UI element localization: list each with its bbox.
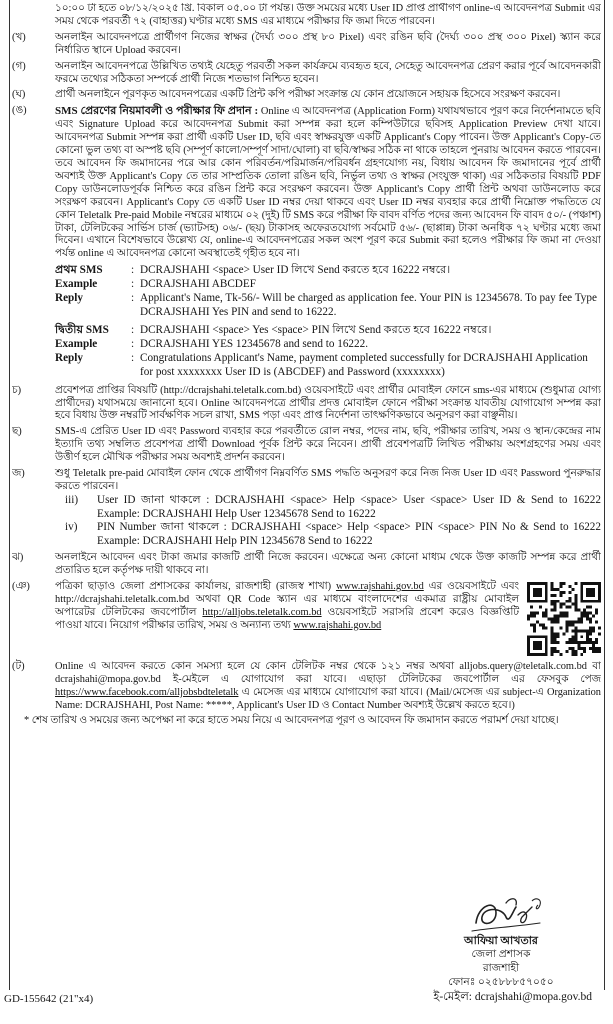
- recovery-option-label: iii): [65, 493, 79, 506]
- clause-label: ছ): [12, 426, 22, 438]
- clause-text: SMS-এ প্রেরিত User ID এবং Password ব্যবহার করে পরবর্তীতে রোল নম্বর, পদের নাম, ছবি, পরীক্ষার তারিখ, সময় ও স্থান/কেন্দ্রের নাম ইত্যাদি তথ্য সম্বলিত প্রবেশপত্র প্রার্থী Download পূর্বক প্রিন্ট করে নিবেন। প্রার্থী প্রবেশপত্রটি লিখিত পরীক্ষায় অংশগ্রহণের সময় এবং উত্তীর্ণ হলে মৌখিক পরীক্ষার সময় অবশ্যই প্রদর্শন করবেন।: [55, 426, 601, 464]
- handwritten-signature: [466, 893, 548, 937]
- recovery-option-label: iv): [65, 521, 78, 534]
- clause-label: জ): [12, 468, 25, 480]
- recovery-option-text: User ID জানা থাকলে : DCRAJSHAHI <space> Help <space> User <space> User ID & Send to 16222 Example: DCRAJSHAHI Help User 12345678 Send to 16222: [97, 493, 601, 520]
- clause-text-part: এ মেসেজ এর মাধ্যমে যোগাযোগ করা যাবে। (Mail/মেসেজ এর subject-এ Organization Name: DCRAJSHAHI, Post Name: *****, Applicant's User ID ও Contact Number অবশ্যই উল্লেখ করতে হবে।): [55, 686, 601, 711]
- clause-ga: [12, 61, 601, 87]
- alljobs-website-link: http://alljobs.teletalk.com.bd: [202, 606, 322, 618]
- sms-colon: :: [131, 352, 135, 364]
- signatory-designation: জেলা প্রশাসক: [471, 949, 531, 960]
- clause-label: (ঙ): [12, 105, 27, 117]
- footnote: * শেষ তারিখ ও সময়ের জন্য অপেক্ষা না করে হাতে সময় নিয়ে এ আবেদনপত্র পূরণ ও আবেদন ফি জমাদান করতে পরামর্শ দেয়া যাচ্ছে।: [24, 715, 559, 727]
- intro-paragraph: ১০:০০ টা হতে ০৮/১২/২০২৫ খ্রি. বিকাল ০৫.০০ টা পর্যন্ত। উক্ত সময়ের মধ্যে User ID প্রাপ্ত প্রার্থীগণ online-এ আবেদনপত্র Submit এর সময় থেকে পরবর্তী ৭২ (বাহাত্তর) ঘণ্টার মধ্যে SMS এর মাধ্যমে পরীক্ষার ফি জমা দিতে পারবেন।: [55, 3, 601, 27]
- sms-example-label: Example: [55, 338, 98, 351]
- gd-code: GD-155642 (21"x4): [4, 993, 94, 1005]
- clause-text: [55, 105, 601, 261]
- sms-example-label: Example: [55, 278, 98, 291]
- sms-colon: :: [131, 338, 135, 351]
- clause-text: প্রার্থী অনলাইনে পূরণকৃত আবেদনপত্রের একটি প্রিন্ট কপি পরীক্ষা সংক্রান্ত যে কোন প্রয়োজনে সহায়ক হিসেবে সংরক্ষণ করবেন।: [55, 89, 561, 101]
- sms-rules-text: Online এ আবেদনপত্র (Application Form) যথাযথভাবে পূরণ করে নির্দেশনামতে ছবি এবং Signature Upload করে আবেদনপত্র Submit করা সম্পন্ন করা হলে কম্পিউটারে ছবিসহ Application Preview দেখা যাবে। আবেদনপত্র Submit সম্পন্ন করা প্রার্থী একটি User ID, ছবি এবং স্বাক্ষরযুক্ত একটি Applicant's Copy পাবেন। উক্ত Applicant's Copy-তে কোনো ভুল তথ্য বা অস্পষ্ট ছবি (সম্পূর্ণ কালো/সম্পূর্ণ সাদা/ঘোলা) বা ছবি/স্বাক্ষর সঠিক না থাকে তাহলে পুনরায় আবেদন করতে পারবেন। তবে আবেদন ফি জমাদানের পরে আর কোন পরিবর্তন/পরিমার্জন/পরিবর্ধন গ্রহণযোগ্য নয়, বিধায় আবেদন ফি জমাদানের পূর্বে প্রার্থী অবশ্যই উক্ত Applicant's Copy তে তার সাম্প্রতিক তোলা রঙিন ছবি, নির্ভুল তথ্য ও স্বাক্ষর (সংযুক্ত থাকা) এর সঠিকতার বিষয়টি PDF Copy ডাউনলোডপূর্বক নিশ্চিত করে রঙিন প্রিন্ট করে সংরক্ষণ করবেন। উক্ত Applicant's Copy প্রার্থী প্রিন্ট অথবা ডাউনলোড করে সংরক্ষণ করবেন। Applicant's Copy তে একটি User ID নম্বর দেয়া থাকবে এবং User ID নম্বর ব্যবহার করে প্রার্থী নিম্নোক্ত পদ্ধতিতে যে কোন Teletalk Pre-paid Mobile নম্বরের মাধ্যমে ০২ (দুই) টি SMS করে পরীক্ষা ফি বাবদ বর্ণিত পদের জন্য আবেদন ফি বাবদ ৫০/- (পঞ্চাশ) টাকা, টেলিটকের সার্ভিস চার্জ (ভ্যাটসহ) ০৬/- (ছয়) টাকাসহ অফেরতযোগ্য সর্বমোট ৫৬/- (ছাপ্পান্ন) টাকা অনধিক ৭২ ঘণ্টার মধ্যে জমা দিবেন। এখানে বিশেষভাবে উল্লেখ্য যে, online-এ আবেদনপত্রের সকল অংশ পূরণ করে Submit করা হলেও পরীক্ষার ফি জমা না দেওয়া পর্যন্ত online এ আবেদনপত্র কোনো অবস্থাতেই গৃহীত হবে না।: [55, 106, 601, 260]
- clause-tta: [12, 661, 601, 713]
- recovery-option-text: PIN Number জানা থাকলে : DCRAJSHAHI <space> Help <space> PIN <space> PIN No & Send to 16222 Example: DCRAJSHAHI Help PIN 12345678 Send to 16222: [97, 521, 601, 548]
- clause-text: প্রবেশপত্র প্রাপ্তির বিষয়টি (http://dcrajshahi.teletalk.com.bd) ওয়েবসাইটে এবং প্রার্থীর মোবাইল ফোনে sms-এর মাধ্যমে (শুধুমাত্র যোগ্য প্রার্থীদের) যথাসময়ে জানানো হবে। Online আবেদনপত্রে প্রার্থীর প্রদত্ত মোবাইল ফোনে পরীক্ষা সংক্রান্ত যাবতীয় যোগাযোগ সম্পন্ন করা হবে বিধায় উক্ত নম্বরটি সার্বক্ষণিক সচল রাখা, SMS পড়া এবং প্রাপ্ত নির্দেশনা তাৎক্ষণিকভাবে অনুসরণ করা বাঞ্ছনীয়।: [55, 384, 601, 422]
- signatory-name: আফিয়া আখতার: [464, 935, 538, 947]
- recovery-option: [65, 521, 601, 549]
- signatory-email: ই-মেইল: dcrajshahi@mopa.gov.bd: [433, 991, 592, 1003]
- frame-right-rule: [604, 0, 605, 990]
- clause-text: [55, 661, 601, 713]
- qr-code-icon: [527, 582, 601, 656]
- rajshahi-website-link: www.rajshahi.gov.bd: [335, 580, 424, 592]
- sms-colon: :: [131, 324, 135, 337]
- clause-label: (ঞ): [12, 580, 30, 592]
- signature-stroke: [506, 899, 532, 923]
- clause-label: (ট): [12, 660, 25, 672]
- sms-colon: :: [131, 278, 135, 291]
- clause-text: [55, 581, 601, 658]
- clause-text: অনলাইনে আবেদন এবং টাকা জমার কাজটি প্রার্থী নিজে করবেন। এক্ষেত্রে অন্য কোনো মাধ্যম থেকে উক্ত কাজটি সম্পন্ন করে প্রার্থী প্রতারিত হলে কর্তৃপক্ষ দায়ী থাকবে না।: [55, 552, 601, 576]
- signature-stroke: [476, 905, 516, 923]
- signature-stroke: [532, 899, 540, 909]
- clause-chha: [12, 426, 601, 465]
- clause-label: (খ): [12, 31, 26, 43]
- clause-gha: [12, 89, 601, 102]
- clause-text-part: ওয়েবসাইটে সরাসরি প্রবেশ করেও বিজ্ঞপ্তিটি পাওয়া যাবে। নিয়োগ পরীক্ষার তারিখ, সময় ও অন্যান্য তথ্য: [55, 606, 519, 631]
- clause-uma: [12, 105, 601, 261]
- sms-row-label: প্রথম SMS: [55, 264, 103, 277]
- frame-left-rule: [9, 0, 10, 990]
- second-sms-table: [55, 324, 601, 379]
- signatory-block: [400, 934, 602, 990]
- qr-code-graphic: [527, 582, 601, 656]
- clause-label: চ): [12, 384, 22, 396]
- clause-ja: [12, 468, 601, 549]
- clause-text-part: পত্রিকা ছাড়াও জেলা প্রশাসকের কার্যালয়, রাজশাহী (রাজস্ব শাখা): [55, 580, 332, 592]
- clause-text-part: এর ওয়েবসাইটে এবং http://dcrajshahi.teletalk.com.bd অথবা QR Code স্ক্যান এর মাধ্যমে বাংলাদেশের একমাত্র রাষ্ট্রীয় মোবাইল অপারেটর টেলিটকের জবপোর্টাল: [55, 580, 519, 618]
- sms-reply-label: Reply: [55, 291, 83, 304]
- recovery-option: [65, 494, 601, 522]
- sms-row-value: DCRAJSHAHI <space> User ID লিখে Send করতে হবে 16222 নম্বরে।: [140, 264, 451, 277]
- clause-label: (গ): [12, 60, 26, 72]
- sms-colon: :: [131, 291, 135, 304]
- signature-underline: [472, 923, 540, 931]
- sms-colon: :: [131, 264, 135, 277]
- sms-example-value: DCRAJSHAHI ABCDEF: [140, 278, 256, 291]
- clause-text-part: Online এ আবেদন করতে কোন সমস্যা হলে যে কোন টেলিটক নম্বর থেকে ১২১ নম্বর অথবা alljobs.query@teletalk.com.bd বা dcrajshahi@mopa.gov.bd ই-মেইলে এ যোগাযোগ করা যাবে। এছাড়া টেলিটকের জবপোর্টাল এর ফেসবুক পেজ: [55, 660, 601, 685]
- rajshahi-website-link: www.rajshahi.gov.bd: [293, 619, 382, 631]
- notice-body: [12, 3, 601, 731]
- clause-text: অনলাইন আবেদনপত্রে উল্লিখিত তথ্যই যেহেতু পরবর্তী সকল কার্যক্রমে ব্যবহৃত হবে, সেহেতু আবেদনপত্র প্রেরণ করার পূর্বে আবেদনকারী ফরমে তথ্যের সঠিকতা সম্পর্কে প্রার্থী নিজে শতভাগ নিশ্চিত হবেন।: [55, 60, 601, 85]
- clause-kha: [12, 32, 601, 58]
- sms-reply-label: Reply: [55, 352, 83, 364]
- sms-reply-value: Congratulations Applicant's Name, payment completed successfully for DCRAJSHAHI Application for post xxxxxxxx User ID is (ABCDEF) and Password (xxxxxxxx): [140, 352, 588, 378]
- clause-text: অনলাইন আবেদনপত্রে প্রার্থীগণ নিজের স্বাক্ষর (দৈর্ঘ্য ৩০০ প্রস্থ ৮০ Pixel) এবং রঙিন ছবি (দৈর্ঘ্য ৩০০ প্রস্থ ৩০০ Pixel) স্ক্যান করে নির্ধারিত স্থানে Upload করবেন।: [55, 31, 601, 56]
- sms-example-value: DCRAJSHAHI YES 12345678 and send to 16222.: [140, 338, 368, 351]
- first-sms-table: [55, 264, 601, 319]
- facebook-page-link: https://www.facebook.com/alljobsbdteletalk: [55, 686, 239, 698]
- clause-nya: [12, 581, 601, 658]
- sms-rules-heading: SMS প্রেরণের নিয়মাবলী ও পরীক্ষার ফি প্রদান :: [55, 105, 259, 118]
- password-recovery-text: শুধু Teletalk pre-paid মোবাইল ফোন থেকে প্রার্থীগণ নিম্নবর্ণিত SMS পদ্ধতি অনুসরণ করে নিজ নিজ User ID এবং Password পুনরুদ্ধার করতে পারবেন।: [55, 468, 601, 492]
- signatory-district: রাজশাহী: [482, 963, 520, 974]
- signatory-phone: ফোনঃ ০২৫৮৮৮৫৭০৫০: [448, 977, 554, 988]
- clause-label: (ঘ): [12, 89, 26, 101]
- clause-cha: [12, 385, 601, 424]
- clause-text: [55, 468, 601, 549]
- clause-jha: [12, 552, 601, 578]
- clause-label: ঝ): [12, 552, 24, 564]
- sms-row-label: দ্বিতীয় SMS: [55, 324, 109, 337]
- sms-reply-value: Applicant's Name, Tk-56/- Will be charged as application fee. Your PIN is 12345678. To pay fee Type DCRAJSHAHI Yes PIN and send to 16222.: [140, 291, 597, 318]
- sms-row-value: DCRAJSHAHI <space> Yes <space> PIN লিখে Send করতে হবে 16222 নম্বরে।: [140, 324, 492, 337]
